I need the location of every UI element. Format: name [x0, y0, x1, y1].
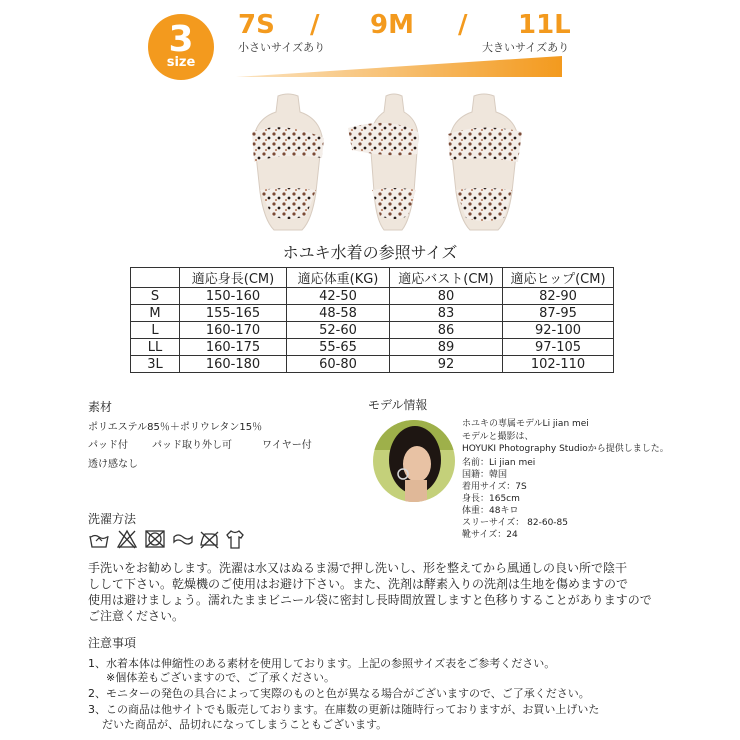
size-badge-number: 3	[168, 19, 194, 60]
size-table-title: ホユキ水着の参照サイズ	[282, 243, 458, 262]
material-heading: 素材	[88, 400, 113, 414]
material-pad: パッド付	[88, 440, 128, 451]
material-composition: ポリエステル85％＋ポリウレタン15％	[88, 422, 263, 433]
model-detail-size: 着用サイズ：7S	[462, 482, 527, 492]
table-cell: 160-170	[180, 322, 287, 339]
material-see-through: 透け感なし	[88, 459, 138, 470]
table-cell: 150-160	[180, 288, 287, 305]
table-cell: S	[131, 288, 180, 305]
table-cell: 82-90	[503, 288, 614, 305]
mannequin-front-image	[232, 92, 344, 237]
material-pad-removable: パッド取り外し可	[152, 440, 232, 451]
table-cell: L	[131, 322, 180, 339]
material-wire: ワイヤー付	[262, 440, 312, 451]
model-intro-1: ホユキの専属モデルLi jian mei	[462, 419, 589, 429]
notes-line: だいた商品が、品切れになってしまうこともございます。	[102, 718, 388, 731]
model-heading: モデル情報	[368, 398, 428, 412]
size-badge-label: size	[166, 55, 196, 70]
table-cell: 92	[390, 356, 503, 373]
washing-text-line: 手洗いをお勧めします。洗濯は水又はぬるま湯で押し洗いし、形を整えてから風通しの良い所で陰干	[88, 561, 628, 575]
no-bleach-icon	[116, 528, 138, 550]
table-cell: 92-100	[503, 322, 614, 339]
model-detail-nationality: 国籍：韓国	[462, 470, 508, 480]
table-header-row	[131, 268, 614, 288]
model-intro-3: HOYUKI Photography Studioから提供しました。	[462, 444, 669, 454]
table-cell: 155-165	[180, 305, 287, 322]
table-cell: 102-110	[503, 356, 614, 373]
table-cell: 55-65	[287, 339, 390, 356]
washing-text-line: ご注意ください。	[88, 609, 185, 623]
table-row	[131, 356, 614, 373]
size-9m: 9M	[370, 10, 414, 40]
model-detail-name: 名前：Li jian mei	[462, 458, 536, 468]
washing-text-line: しして下さい。乾燥機のご使用はお避け下さい。また、洗剤は酵素入りの洗剤は生地を傷めますので	[88, 577, 629, 591]
table-header: 適応体重(KG)	[287, 268, 390, 288]
table-cell: LL	[131, 339, 180, 356]
size-separator: /	[310, 10, 320, 40]
table-row	[131, 288, 614, 305]
table-cell: 3L	[131, 356, 180, 373]
mannequin-back-image	[428, 92, 540, 237]
table-header: 適応身長(CM)	[180, 268, 287, 288]
table-header: 適応バスト(CM)	[390, 268, 503, 288]
table-header: 適応ヒップ(CM)	[503, 268, 614, 288]
size-badge	[148, 14, 214, 80]
model-detail-height: 身長：165cm	[462, 494, 520, 504]
table-cell: 89	[390, 339, 503, 356]
table-cell: 80	[390, 288, 503, 305]
table-cell: M	[131, 305, 180, 322]
size-scale-wedge	[236, 54, 562, 78]
table-cell: 42-50	[287, 288, 390, 305]
table-row	[131, 305, 614, 322]
model-avatar	[373, 420, 455, 502]
table-row	[131, 322, 614, 339]
table-cell: 86	[390, 322, 503, 339]
small-size-label: 小さいサイズあり	[238, 41, 326, 54]
table-header	[131, 268, 180, 288]
notes-line: 3、この商品は他サイトでも販売しております。在庫数の更新は随時行っておりますが、お買い上げいた	[88, 703, 600, 716]
table-cell: 87-95	[503, 305, 614, 322]
table-cell: 160-180	[180, 356, 287, 373]
model-detail-shoe: 靴サイズ：24	[462, 530, 518, 540]
washing-text-line: 使用は避けましょう。濡れたままビニール袋に密封し長時間放置しますと色移りすることがありますので	[88, 593, 652, 607]
notes-line: 2、モニターの発色の具合によって実際のものと色が異なる場合がございますので、ご了承ください。	[88, 687, 590, 700]
no-tumble-dry-icon	[144, 528, 166, 550]
large-size-label: 大きいサイズあり	[482, 41, 570, 54]
table-cell: 48-58	[287, 305, 390, 322]
model-detail-measurements: スリーサイズ： 82-60-85	[462, 518, 568, 528]
table-cell: 83	[390, 305, 503, 322]
model-detail-weight: 体重：48キロ	[462, 506, 519, 516]
table-cell: 52-60	[287, 322, 390, 339]
table-cell: 97-105	[503, 339, 614, 356]
shirt-hang-icon	[224, 528, 246, 550]
table-cell: 160-175	[180, 339, 287, 356]
no-wring-icon	[172, 528, 194, 550]
table-row	[131, 339, 614, 356]
washing-heading: 洗濯方法	[88, 512, 137, 526]
notes-line: 1、水着本体は伸縮性のある素材を使用しております。上記の参照サイズ表をご参考ください。	[88, 657, 556, 670]
notes-line: ※個体差もございますので、ご了承ください。	[106, 671, 335, 684]
hand-wash-icon	[88, 528, 110, 550]
size-table	[130, 267, 614, 373]
model-intro-2: モデルと撮影は、	[462, 432, 534, 442]
no-iron-icon	[198, 528, 220, 550]
table-cell: 60-80	[287, 356, 390, 373]
size-11l: 11L	[518, 10, 571, 40]
notes-heading: 注意事項	[88, 636, 137, 650]
size-separator: /	[458, 10, 468, 40]
size-7s: 7S	[238, 10, 275, 40]
